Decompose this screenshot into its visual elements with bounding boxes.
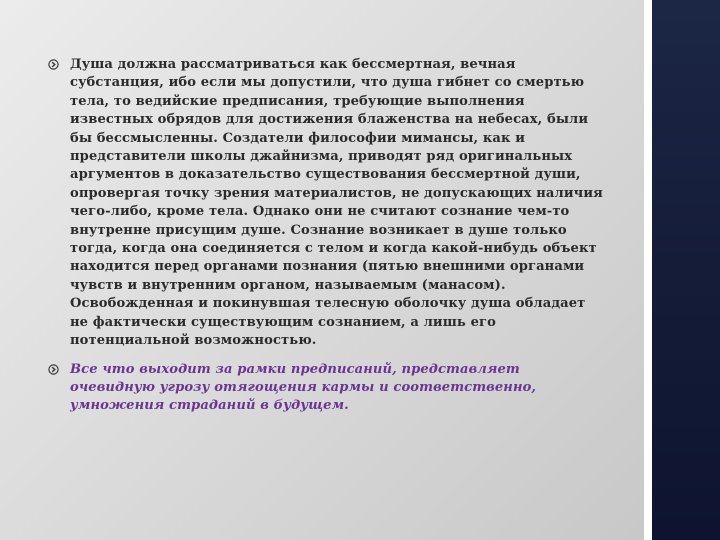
side-divider bbox=[644, 0, 652, 540]
circled-arrow-icon bbox=[48, 364, 59, 375]
side-panel bbox=[652, 0, 720, 540]
bullet-item-2 bbox=[48, 361, 608, 416]
bullet-text-2: Все что выходит за рамки предписаний, представляет очевидную угрозу отягощения кармы и соответственно, умножения страданий в будущем. bbox=[70, 361, 537, 414]
slide-content bbox=[48, 56, 608, 416]
bullet-text-1: Душа должна рассматриваться как бессмертная, вечная субстанция, ибо если мы допустили, что душа гибнет со смертью тела, то ведийские предписания, требующие выполнения известных обрядов для достижения блаженства на небесах, были бы бессмысленны. Создатели философии мимансы, как и представители школы джайнизма, приводят ряд оригинальных аргументов в доказательство существования бессмертной души, опровергая точку зрения материалистов, не допускающих наличия чего-либо, кроме тела. Однако они не считают сознание чем-то внутренне присущим душе. Сознание возникает в душе только тогда, когда она соединяется с телом и когда какой-нибудь объект находится перед органами познания (пятью внешними органами чувств и внутренним органом, называемым (манасом). Освобожденная и покинувшая телесную оболочку душа обладает не фактически существующим сознанием, а лишь его потенциальной возможностью. bbox=[70, 57, 603, 349]
circled-arrow-icon bbox=[48, 59, 59, 70]
bullet-item-1 bbox=[48, 56, 608, 351]
